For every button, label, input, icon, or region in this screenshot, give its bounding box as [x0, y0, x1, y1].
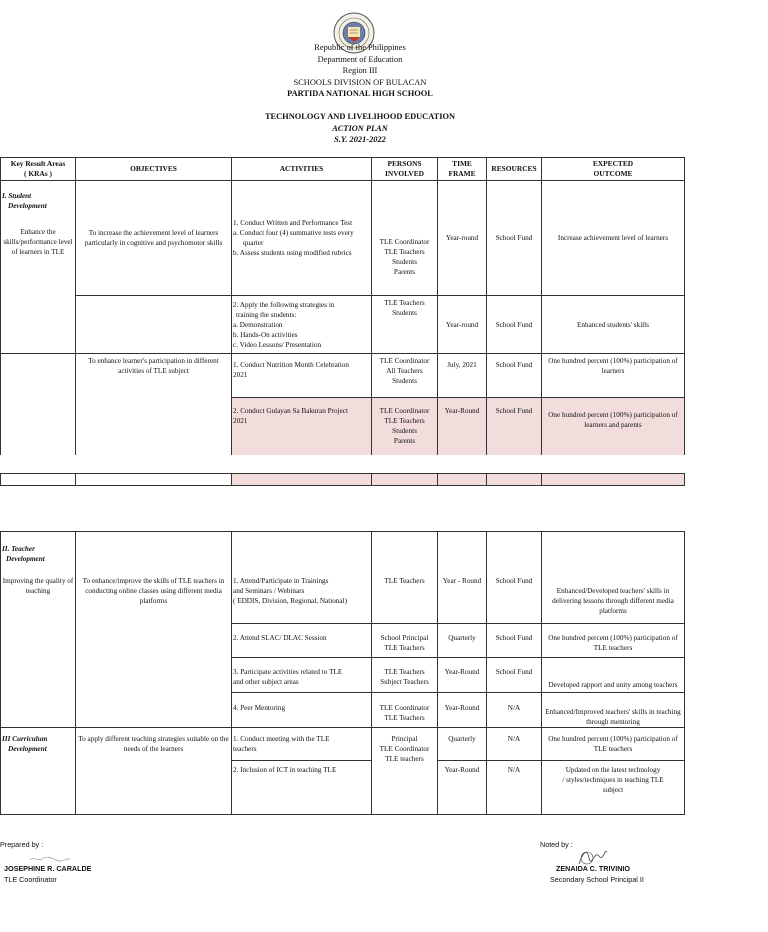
noted-by-label: Noted by :: [540, 840, 573, 849]
persons-cell: School Principal TLE Teachers: [372, 624, 438, 658]
table-row: [1, 354, 685, 398]
resources-cell: School Fund: [487, 181, 542, 296]
time-cell: July, 2021: [438, 354, 487, 398]
noted-by-role: Secondary School Principal II: [550, 875, 644, 884]
outcome-cell: Updated on the latest technology / styles/techniques in teaching TLE subject: [542, 761, 685, 815]
activity-cell: 2. Inclusion of ICT in teaching TLE: [232, 761, 372, 815]
table-row: [1, 474, 685, 486]
resources-cell: School Fund: [487, 398, 542, 455]
table-row: [1, 532, 685, 624]
subject-title: TECHNOLOGY AND LIVELIHOOD EDUCATION: [264, 112, 456, 121]
time-cell: Year-round: [438, 296, 487, 354]
resources-cell: School Fund: [487, 658, 542, 693]
time-cell: Year-Round: [438, 658, 487, 693]
persons-cell: TLE Teachers Subject Teachers: [372, 658, 438, 693]
col-persons: PERSONS INVOLVED: [372, 158, 438, 181]
activity-cell: 1. Attend/Participate in Trainings and Seminars / Webinars ( EDDIS, Division, Regional, National): [232, 532, 372, 624]
activity-cell: 2. Attend SLAC/ DLAC Session: [232, 624, 372, 658]
time-cell: Quarterly: [438, 624, 487, 658]
time-cell: Year-Round: [438, 398, 487, 455]
resources-cell: School Fund: [487, 532, 542, 624]
resources-cell: N/A: [487, 761, 542, 815]
outcome-cell: One hundred percent (100%) participation of learners and parents: [542, 398, 685, 455]
col-activities: ACTIVITIES: [232, 158, 372, 181]
doc-title: ACTION PLAN: [332, 123, 388, 133]
activity-cell: 3. Participate activities related to TLE and other subject areas: [232, 658, 372, 693]
outcome-cell: Increase achievement level of learners: [542, 181, 685, 296]
resources-cell: N/A: [487, 728, 542, 761]
table-row: [1, 181, 685, 296]
document-title-block: [0, 111, 720, 146]
division-name: SCHOOLS DIVISION OF BULACAN: [293, 77, 427, 87]
kra-description: Improving the quality of teaching: [2, 577, 74, 595]
outcome-cell: One hundred percent (100%) participation of TLE teachers: [542, 728, 685, 761]
kra-cell-empty: [1, 398, 76, 455]
activity-cell: 1. Conduct meeting with the TLE teachers: [232, 728, 372, 761]
time-cell: Year-Round: [438, 761, 487, 815]
noted-by-name: ZENAIDA C. TRIVINIO: [556, 864, 631, 873]
kra-cell: I. Student Development Enhance the skills/performance level of learners in TLE: [1, 181, 76, 354]
objective-cell: To increase the achievement level of learners particularly in cognitive and psychomotor skills: [76, 181, 232, 296]
outcome-cell: One hundred percent (100%) participation of TLE teachers: [542, 624, 685, 658]
persons-cell: TLE Teachers Students: [372, 296, 438, 354]
table-row: [1, 728, 685, 761]
prepared-by-role: TLE Coordinator: [4, 875, 57, 884]
prepared-signature-scribble: [28, 855, 72, 863]
outcome-cell: Enhanced/Improved teachers' skills in teaching through mentoring: [542, 693, 685, 728]
objective-cell: To enhance/improve the skills of TLE teachers in conducting online classes using different media platforms: [76, 532, 232, 728]
school-name: PARTIDA NATIONAL HIGH SCHOOL: [287, 89, 433, 98]
region-name: Region III: [342, 66, 378, 75]
objective-cell-empty: [76, 296, 232, 354]
activity-cell: 2. Apply the following strategies in training the students: a. Demonstration b. Hands-On activities c. Video Lessons/ Presentation: [232, 296, 372, 354]
time-cell: Year-round: [438, 181, 487, 296]
kra-cell: III Curriculum Development: [1, 728, 76, 815]
time-cell: Year - Round: [438, 532, 487, 624]
prepared-by-label: Prepared by :: [0, 840, 44, 849]
resources-cell: N/A: [487, 693, 542, 728]
prepared-by-name: JOSEPHINE R. CARALDE: [4, 864, 92, 873]
resources-cell: School Fund: [487, 296, 542, 354]
kra-cell-empty: [1, 354, 76, 398]
activity-cell: 4. Peer Mentoring: [232, 693, 372, 728]
outcome-cell: Developed rapport and unity among teachers: [542, 658, 685, 693]
persons-cell: TLE Coordinator All Teachers Students: [372, 354, 438, 398]
persons-cell: TLE Teachers: [372, 532, 438, 624]
outcome-cell: One hundred percent (100%) participation of learners: [542, 354, 685, 398]
outcome-cell: Enhanced/Developed teachers' skills in delivering lessons through different media platforms: [542, 532, 685, 624]
resources-cell: School Fund: [487, 354, 542, 398]
outcome-cell: Enhanced students' skills: [542, 296, 685, 354]
letterhead: [0, 42, 720, 100]
school-year: S.Y. 2021-2022: [334, 135, 386, 144]
activity-cell: 1. Conduct Written and Performance Test a. Conduct four (4) summative tests every quarter b. Assess students using modified rubrics: [232, 181, 372, 296]
persons-cell: Principal TLE Coordinator TLE teachers: [372, 728, 438, 815]
persons-cell: TLE Coordinator TLE Teachers: [372, 693, 438, 728]
table-row: [1, 296, 685, 354]
col-objectives: OBJECTIVES: [76, 158, 232, 181]
objective-cell: To apply different teaching strategies suitable on the needs of the learners: [76, 728, 232, 815]
col-resources: RESOURCES: [487, 158, 542, 181]
col-kra: Key Result Areas ( KRAs ): [1, 158, 76, 181]
persons-cell: TLE Coordinator TLE Teachers Students Parents: [372, 181, 438, 296]
col-time: TIME FRAME: [438, 158, 487, 181]
resources-cell: School Fund: [487, 624, 542, 658]
action-plan-table-1: [0, 157, 685, 455]
persons-cell: TLE Coordinator TLE Teachers Students Parents: [372, 398, 438, 455]
time-cell: Year-Round: [438, 693, 487, 728]
country-name: Republic of the Philippines: [314, 43, 406, 52]
table-header-row: [1, 158, 685, 181]
activity-cell: 2. Conduct Gulayan Sa Bakuran Project 2021: [232, 398, 372, 455]
kra-cell: II. Teacher Development Improving the quality of teaching: [1, 532, 76, 728]
department-name: Department of Education: [317, 54, 403, 64]
kra-description: Enhance the skills/performance level of learners in TLE: [3, 228, 73, 256]
time-cell: Quarterly: [438, 728, 487, 761]
col-outcome: EXPECTED OUTCOME: [542, 158, 685, 181]
action-plan-table-2: [0, 531, 685, 815]
table-continuation-strip: [0, 473, 685, 486]
activity-cell: 1. Conduct Nutrition Month Celebration 2021: [232, 354, 372, 398]
objective-cell: To enhance learner's participation in different activities of TLE subject: [76, 354, 232, 455]
